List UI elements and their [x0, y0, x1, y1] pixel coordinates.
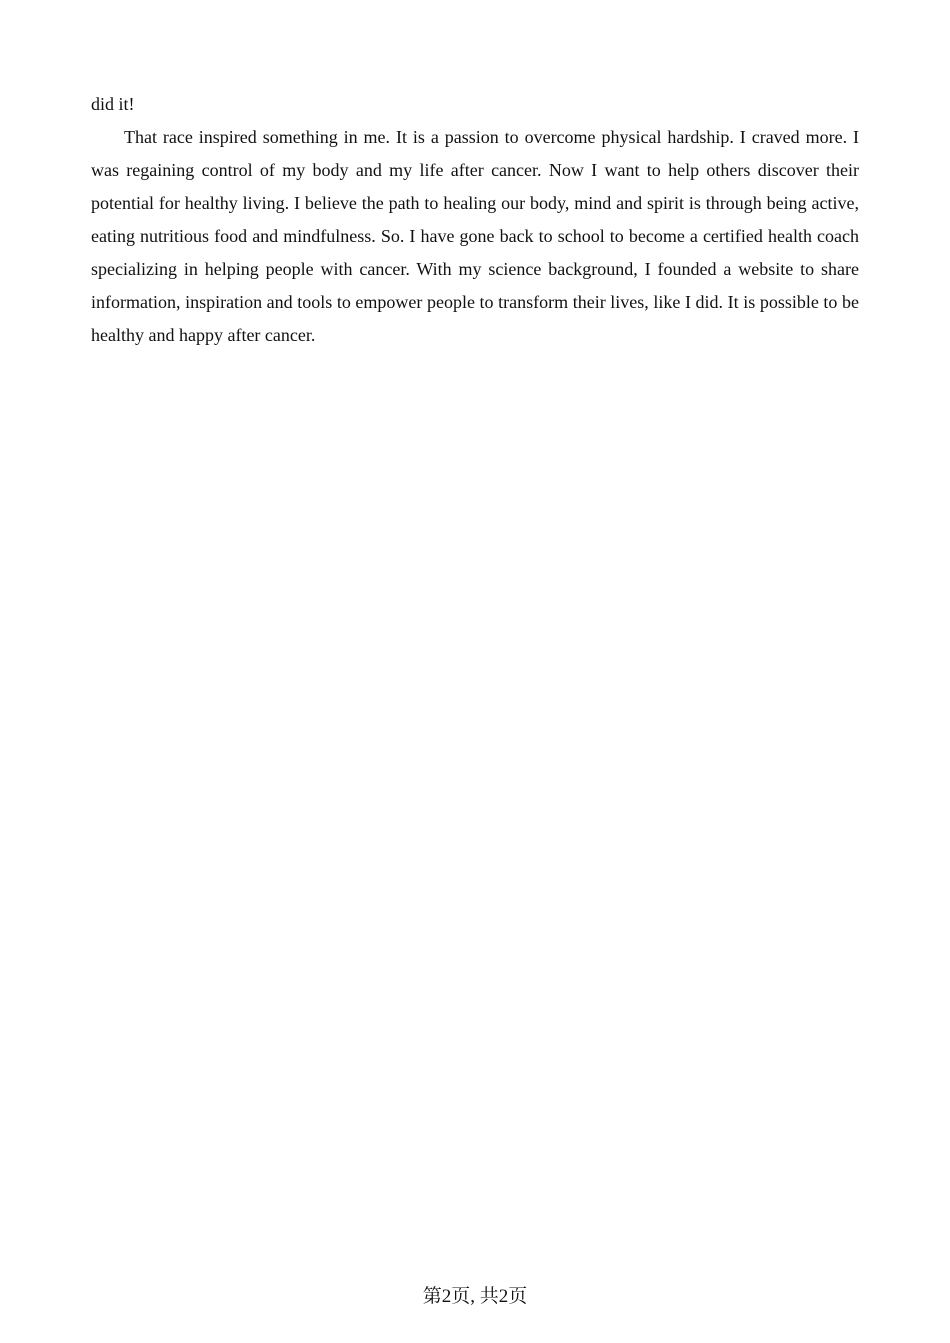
page-number-footer: 第2页, 共2页 [422, 1286, 528, 1307]
paragraph: That race inspired something in me. It is a passion to overcome physical hardship. I craved more. I was regaining control of my body and my life after cancer. Now I want to help others discover their potential for healthy living. I believe the path to healing our body, mind and spirit is through being active, eating nutritious food and mindfulness. So. I have gone back to school to become a certified health coach specializing in helping people with cancer. With my science background, I founded a website to share information, inspiration and tools to empower people to transform their lives, like I did. It is possible to be healthy and happy after cancer. [91, 127, 859, 345]
paragraph-continued: did it! [91, 94, 135, 114]
document-body [91, 88, 859, 352]
